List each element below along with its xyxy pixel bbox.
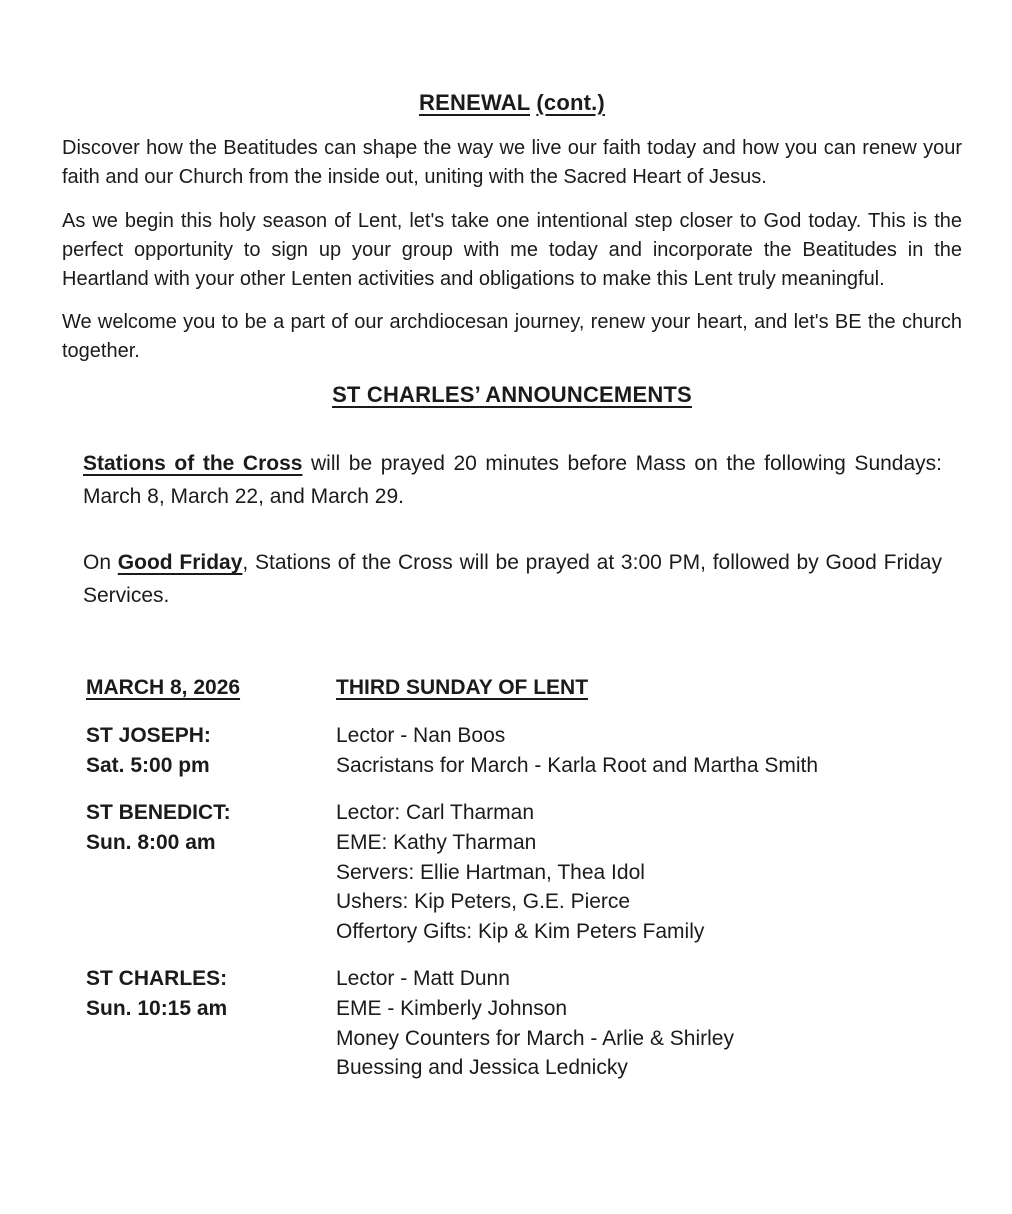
ministry-line: EME - Kimberly Johnson: [336, 997, 568, 1021]
ministry-line: Lector: Carl Tharman: [336, 801, 535, 825]
schedule-row-details: [336, 721, 956, 780]
renewal-paragraph-2: As we begin this holy season of Lent, let's take one intentional step closer to God today. This is the perfect opportunity to sign up your group with me today and incorporate the Beatitudes in the Heartland with your other Lenten activities and obligations to make this Lent truly meaningful.: [62, 209, 962, 290]
church-name: ST CHARLES:: [86, 967, 228, 991]
ministry-line: Lector - Nan Boos: [336, 724, 506, 748]
schedule-row-details: [336, 964, 956, 1082]
mass-time: Sun. 10:15 am: [86, 997, 228, 1021]
schedule-header-row: [86, 673, 962, 703]
mass-schedule: [86, 673, 962, 1083]
announcement-prefix: On: [83, 551, 118, 575]
schedule-row-label: [86, 798, 336, 946]
church-name: ST JOSEPH:: [86, 724, 211, 748]
ministry-line: Ushers: Kip Peters, G.E. Pierce: [336, 890, 631, 914]
schedule-heading: THIRD SUNDAY OF LENT: [336, 675, 589, 699]
schedule-row-st-charles: [86, 964, 962, 1082]
schedule-heading-cell: [336, 673, 956, 703]
renewal-title-main: RENEWAL: [419, 90, 531, 115]
schedule-row-label: [86, 721, 336, 780]
renewal-paragraph-3: We welcome you to be a part of our archdiocesan journey, renew your heart, and let's BE the church together.: [62, 311, 962, 363]
church-name: ST BENEDICT:: [86, 801, 231, 825]
renewal-paragraph-1: Discover how the Beatitudes can shape the way we live our faith today and how you can renew your faith and our Church from the inside out, uniting with the Sacred Heart of Jesus.: [62, 137, 962, 189]
schedule-row-st-benedict: [86, 798, 962, 946]
ministry-line: Sacristans for March - Karla Root and Martha Smith: [336, 753, 819, 777]
announcement-stations: [83, 448, 942, 513]
ministry-line: Lector - Matt Dunn: [336, 967, 510, 991]
ministry-line: EME: Kathy Tharman: [336, 830, 537, 854]
schedule-date-cell: [86, 673, 336, 703]
announcements-title-text: ST CHARLES’ ANNOUNCEMENTS: [332, 381, 692, 407]
schedule-row-details: [336, 798, 956, 946]
ministry-line: Servers: Ellie Hartman, Thea Idol: [336, 860, 645, 884]
ministry-line: Buessing and Jessica Lednicky: [336, 1056, 628, 1080]
schedule-date: MARCH 8, 2026: [86, 675, 241, 699]
renewal-title-cont: (cont.): [536, 90, 605, 115]
announcement-body: will be prayed 20 minutes before Mass on the following Sundays: March 8, March 22, and March 29.: [83, 452, 942, 508]
announcement-good-friday: [83, 547, 942, 612]
mass-time: Sun. 8:00 am: [86, 830, 216, 854]
announcement-lead: Stations of the Cross: [83, 452, 303, 476]
announcement-lead: Good Friday: [117, 551, 243, 575]
schedule-row-st-joseph: [86, 721, 962, 780]
mass-time: Sat. 5:00 pm: [86, 753, 210, 777]
ministry-line: Money Counters for March - Arlie & Shirley: [336, 1026, 734, 1050]
ministry-line: Offertory Gifts: Kip & Kim Peters Family: [336, 919, 705, 943]
schedule-row-label: [86, 964, 336, 1082]
announcements-section-title: [62, 382, 962, 408]
renewal-section-title: [62, 90, 962, 116]
announcement-body: , Stations of the Cross will be prayed at 3:00 PM, followed by Good Friday Services.: [83, 551, 942, 607]
